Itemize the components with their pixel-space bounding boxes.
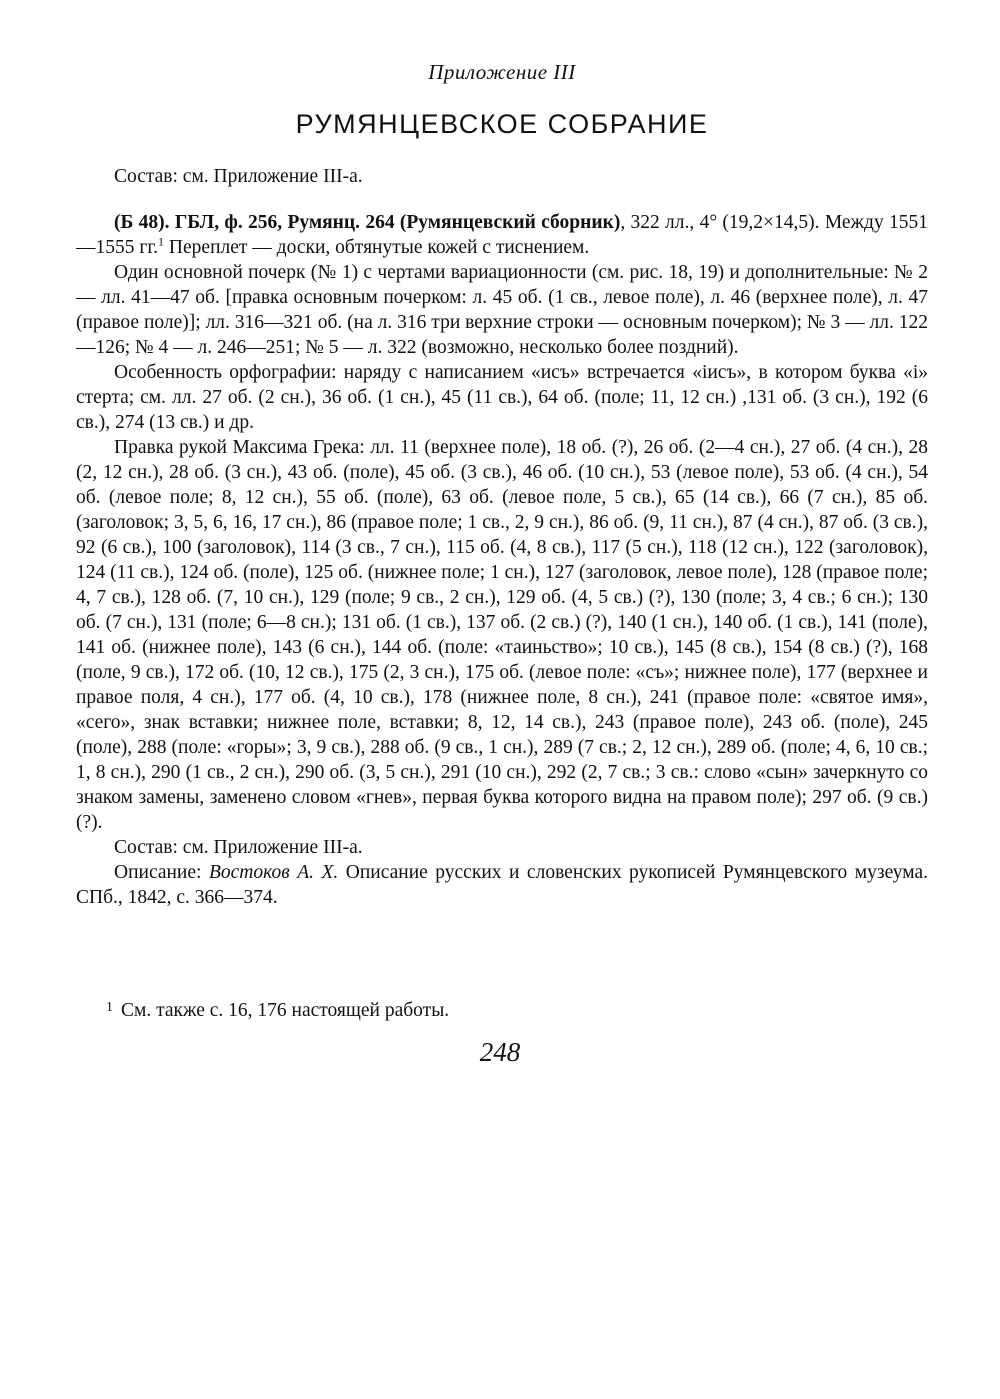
- page-number: 248: [479, 1037, 521, 1067]
- footnote-text: См. также с. 16, 176 настоящей работы.: [121, 1000, 450, 1021]
- entry-code: (Б 48). ГБЛ, ф. 256, Румянц. 264 (Румянцевский сборник): [114, 212, 621, 233]
- footnote-mark: 1: [106, 1000, 113, 1015]
- entry-physical: , 322 лл., 4° (19,2×14,5). Между 1551—1555 гг.: [76, 212, 928, 258]
- page-title: РУМЯНЦЕВСКОЕ СОБРАНИЕ: [295, 109, 709, 139]
- description-paragraph: [76, 860, 928, 910]
- orthography-paragraph: Особенность орфографии: наряду с написанием «исъ» встречается «іисъ», в котором буква «і» стерта; см. лл. 27 об. (2 сн.), 36 об. (1 сн.), 45 (11 св.), 64 об. (поле; 11, 12 сн.) ,131 об. (3 сн.), 192 (6 св.), 274 (13 св.) и др.: [76, 362, 928, 433]
- description-author: Востоков А. Х.: [208, 862, 339, 883]
- footnote: [106, 1000, 449, 1022]
- entry-binding: Переплет — доски, обтянутые кожей с тиснением.: [164, 237, 590, 258]
- entry-heading: [76, 210, 928, 260]
- corrections-paragraph: Правка рукой Максима Грека: лл. 11 (верхнее поле), 18 об. (?), 26 об. (2—4 сн.), 27 об. (4 сн.), 28 (2, 12 сн.), 28 об. (3 сн.), 43 об. (поле), 45 об. (3 св.), 46 об. (10 сн.), 53 (левое поле), 53 об. (4 сн.), 54 об. (левое поле; 8, 12 сн.), 55 об. (поле), 63 об. (левое поле, 5 св.), 65 (14 св.), 66 (7 сн.), 85 об. (заголовок; 3, 5, 6, 16, 17 сн.), 86 (правое поле; 1 св., 2, 9 сн.), 86 об. (9, 11 сн.), 87 (4 сн.), 87 об. (3 св.), 92 (6 св.), 100 (заголовок), 114 (3 св., 7 сн.), 115 об. (4, 8 св.), 117 (5 сн.), 118 (12 сн.), 122 (заголовок), 124 (11 св.), 124 об. (поле), 125 об. (нижнее поле; 1 сн.), 127 (заголовок, левое поле), 128 (правое поле; 4, 7 св.), 128 об. (7, 10 сн.), 129 (поле; 9 св., 2 сн.), 129 об. (4, 5 св.) (?), 130 (поле; 3, 4 св.; 6 сн.); 130 об. (7 сн.), 131 (поле; 6—8 сн.); 131 об. (1 св.), 137 об. (2 св.) (?), 140 (1 сн.), 140 об. (1 св.), 141 (поле), 141 об. (нижнее поле), 143 (6 сн.), 144 об. (поле: «таиньство»; 10 св.), 145 (8 св.), 154 (8 св.) (?), 168 (поле, 9 св.), 172 об. (10, 12 св.), 175 (2, 3 сн.), 175 об. (левое поле: «съ»; нижнее поле), 177 (верхнее и правое поля, 4 сн.), 177 об. (4, 10 св.), 178 (нижнее поле, 8 сн.), 241 (правое поле: «святое имя», «сего», знак вставки; нижнее поле, вставки; 8, 12, 14 св.), 243 (правое поле), 243 об. (поле), 245 (поле), 288 (поле: «горы»; 3, 9 св.), 288 об. (9 св., 1 сн.), 289 (7 св.; 2, 12 сн.), 289 об. (поле; 4, 6, 10 св.; 1, 8 сн.), 290 (1 св., 2 сн.), 290 об. (3, 5 сн.), 291 (10 сн.), 292 (2, 7 св.; 3 св.: слово «сын» зачеркнуто со знаком замены, заменено словом «гнев», первая буква которого видна на правом поле); 297 об. (9 св.) (?).: [76, 437, 928, 833]
- page-body: [76, 60, 928, 910]
- composition-paragraph: Состав: см. Приложение III-а.: [114, 837, 363, 858]
- hands-paragraph: Один основной почерк (№ 1) с чертами вариационности (см. рис. 18, 19) и дополнительные: № 2 — лл. 41—47 об. [правка основным почерком: л. 45 об. (1 св., левое поле), л. 46 (верхнее поле), л. 47 (правое поле)]; лл. 316—321 об. (на л. 316 три верхние строки — основным почерком); № 3 — лл. 122—126; № 4 — л. 246—251; № 5 — л. 322 (возможно, несколько более поздний).: [76, 262, 928, 358]
- footnote-ref: 1: [158, 234, 165, 249]
- description-label: Описание:: [114, 862, 209, 883]
- composition-note: Состав: см. Приложение III-а.: [114, 166, 363, 187]
- running-head: Приложение III: [428, 60, 576, 84]
- description-text: Описание русских и словенских рукописей Румянцевского музеума. СПб., 1842, с. 366—374.: [76, 862, 928, 908]
